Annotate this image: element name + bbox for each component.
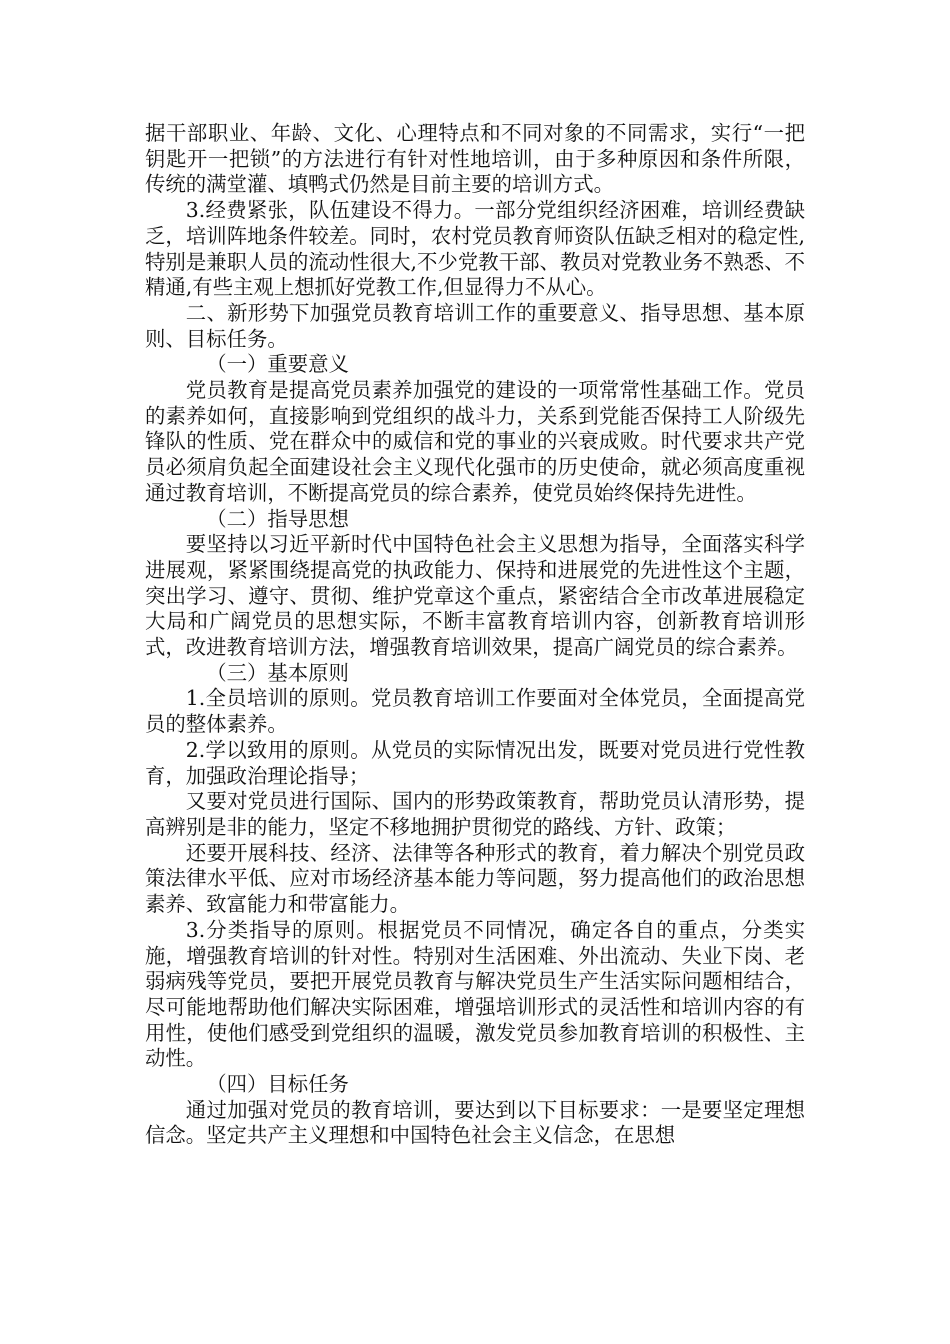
document-body xyxy=(145,121,805,1149)
subheading-guiding-ideology: （二）指导思想 xyxy=(206,506,349,531)
paragraph-continuation: 据干部职业、年龄、文化、心理特点和不同对象的不同需求，实行“一把钥匙开一把锁”的方法进行有针对性地培训，由于多种原因和条件所限，传统的满堂灌、填鸭式仍然是目前主要的培训方式。 xyxy=(145,121,805,197)
paragraph-principle-two-skills: 还要开展科技、经济、法律等各种形式的教育，着力解决个别党员政策法律水平低、应对市场经济基本能力等问题，努力提高他们的政治思想素养、致富能力和带富能力。 xyxy=(145,840,805,917)
subheading-importance: （一）重要意义 xyxy=(206,352,349,377)
paragraph-principle-three: 3.分类指导的原则。根据党员不同情况，确定各自的重点，分类实施，增强教育培训的针对性。特别对生活困难、外出流动、失业下岗、老弱病残等党员，要把开展党员教育与解决党员生产生活实际问题相结合，尽可能地帮助他们解决实际困难，增强培训形式的灵活性和培训内容的有用性，使他们感受到党组织的温暖，激发党员参加教育培训的积极性、主动性。 xyxy=(145,917,805,1071)
paragraph-principle-two: 2.学以致用的原则。从党员的实际情况出发，既要对党员进行党性教育，加强政治理论指导； xyxy=(145,737,805,788)
paragraph-principle-two-policy: 又要对党员进行国际、国内的形势政策教育，帮助党员认清形势，提高辨别是非的能力，坚定不移地拥护贯彻党的路线、方针、政策； xyxy=(145,789,805,839)
section-heading-two: 二、新形势下加强党员教育培训工作的重要意义、指导思想、基本原则、目标任务。 xyxy=(145,300,805,351)
paragraph-funding-shortage: 3.经费紧张，队伍建设不得力。一部分党组织经济困难，培训经费缺乏，培训阵地条件较差。同时，农村党员教育师资队伍缺乏相对的稳定性,特别是兼职人员的流动性很大,不少党教干部、教员对党教业务不熟悉、不精通,有些主观上想抓好党教工作,但显得力不从心。 xyxy=(145,198,805,300)
paragraph-objectives: 通过加强对党员的教育培训，要达到以下目标要求：一是要坚定理想信念。坚定共产主义理想和中国特色社会主义信念，在思想 xyxy=(145,1097,805,1148)
subheading-objectives: （四）目标任务 xyxy=(206,1072,349,1097)
subheading-basic-principles: （三）基本原则 xyxy=(206,660,349,685)
paragraph-importance: 党员教育是提高党员素养加强党的建设的一项常常性基础工作。党员的素养如何，直接影响到党组织的战斗力，关系到党能否保持工人阶级先锋队的性质、党在群众中的威信和党的事业的兴衰成败。时代要求共产党员必须肩负起全面建设社会主义现代化强市的历史使命，就必须高度重视通过教育培训，不断提高党员的综合素养，使党员始终保持先进性。 xyxy=(145,378,805,505)
paragraph-principle-one: 1.全员培训的原则。党员教育培训工作要面对全体党员，全面提高党员的整体素养。 xyxy=(145,686,805,737)
paragraph-guiding-ideology: 要坚持以习近平新时代中国特色社会主义思想为指导，全面落实科学进展观，紧紧围绕提高党的执政能力、保持和进展党的先进性这个主题，突出学习、遵守、贯彻、维护党章这个重点，紧密结合全市改革进展稳定大局和广阔党员的思想实际，不断丰富教育培训内容，创新教育培训形式，改进教育培训方法，增强教育培训效果，提高广阔党员的综合素养。 xyxy=(145,532,805,660)
